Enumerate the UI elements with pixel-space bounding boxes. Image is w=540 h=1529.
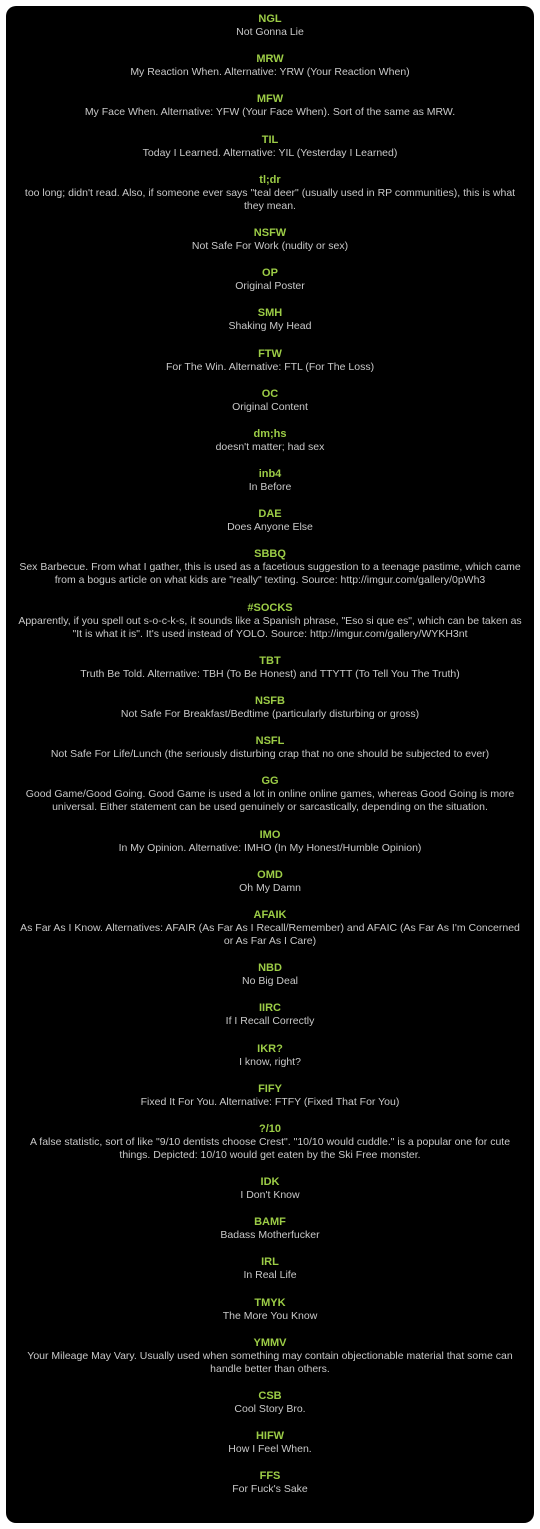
entry-term: YMMV <box>253 1336 287 1349</box>
entry-definition: My Reaction When. Alternative: YRW (Your Reaction When) <box>130 66 410 79</box>
glossary-entry <box>6 962 534 988</box>
glossary-entry <box>6 307 534 333</box>
entry-term: IDK <box>260 1176 280 1189</box>
entry-definition: Original Poster <box>235 280 305 293</box>
entry-definition: Not Safe For Work (nudity or sex) <box>191 239 349 252</box>
entry-definition: Original Content <box>232 400 308 413</box>
entry-definition: The More You Know <box>222 1309 318 1322</box>
entry-term: FIFY <box>258 1082 282 1095</box>
glossary-entry <box>6 508 534 534</box>
entry-definition: Not Safe For Life/Lunch (the seriously disturbing crap that no one should be subjected to ever) <box>50 748 490 761</box>
entry-term: OC <box>261 387 279 400</box>
glossary-entry <box>6 1083 534 1109</box>
entry-term: BAMF <box>254 1216 286 1229</box>
glossary-entry <box>6 468 534 494</box>
glossary-entry <box>6 1216 534 1242</box>
glossary-entry <box>6 1043 534 1069</box>
glossary-entry <box>6 1123 534 1162</box>
glossary-entry <box>6 1337 534 1376</box>
entry-definition: Oh My Damn <box>239 881 301 894</box>
glossary-entry <box>6 1390 534 1416</box>
entry-term: NBD <box>258 962 282 975</box>
entry-term: tl;dr <box>259 173 281 186</box>
entry-term: DAE <box>258 508 282 521</box>
entry-definition: Apparently, if you spell out s-o-c-k-s, it sounds like a Spanish phrase, "Eso si que es", which can be taken as "It is what it is". It's used instead of YOLO. Source: http://imgur.com/gallery/WYKH3nt <box>18 614 522 640</box>
entry-list <box>6 13 534 1496</box>
entry-definition: In Real Life <box>243 1269 297 1282</box>
entry-definition: Your Mileage May Vary. Usually used when something may contain objectionable material that some can handle better than others. <box>27 1349 513 1375</box>
entry-definition: Fixed It For You. Alternative: FTFY (Fixed That For You) <box>140 1095 400 1108</box>
glossary-entry <box>6 174 534 213</box>
glossary-entry <box>6 13 534 39</box>
entry-term: IIRC <box>259 1002 281 1015</box>
entry-definition: If I Recall Correctly <box>225 1015 315 1028</box>
entry-term: MFW <box>256 93 284 106</box>
entry-term: IMO <box>259 828 281 841</box>
entry-definition: Not Safe For Breakfast/Bedtime (particularly disturbing or gross) <box>120 708 420 720</box>
entry-definition: Not Gonna Lie <box>236 26 304 38</box>
entry-definition: I know, right? <box>239 1055 301 1068</box>
glossary-entry <box>6 775 534 814</box>
entry-term: ?/10 <box>258 1122 281 1135</box>
glossary-entry <box>6 909 534 948</box>
entry-definition: As Far As I Know. Alternatives: AFAIR (As Far As I Recall/Remember) and AFAIC (As Far As I'm Concerned or As Far As I Care) <box>20 921 520 947</box>
entry-definition: For Fuck's Sake <box>232 1483 308 1496</box>
entry-term: GG <box>261 775 279 788</box>
glossary-entry <box>6 1470 534 1496</box>
entry-definition: In Before <box>248 481 292 494</box>
entry-term: FFS <box>259 1470 281 1483</box>
glossary-entry <box>6 1297 534 1323</box>
glossary-entry <box>6 735 534 761</box>
entry-term: OMD <box>257 868 283 881</box>
glossary-entry <box>6 1176 534 1202</box>
glossary-entry <box>6 93 534 119</box>
entry-definition: Truth Be Told. Alternative: TBH (To Be Honest) and TTYTT (To Tell You The Truth) <box>80 667 460 680</box>
entry-term: FTW <box>258 347 282 360</box>
glossary-entry <box>6 655 534 681</box>
glossary-entry <box>6 1256 534 1282</box>
glossary-entry <box>6 1002 534 1028</box>
entry-term: CSB <box>258 1390 282 1402</box>
entry-term: HIFW <box>255 1430 285 1443</box>
entry-term: NSFB <box>255 695 285 707</box>
entry-definition: doesn't matter; had sex <box>215 440 325 453</box>
entry-term: SBBQ <box>254 548 286 561</box>
glossary-entry <box>6 869 534 895</box>
entry-definition: Good Game/Good Going. Good Game is used a lot in online online games, whereas Good Going is more universal. Either statement can be used genuinely or sarcastically, depending on the situation. <box>25 788 515 814</box>
entry-definition: too long; didn't read. Also, if someone ever says "teal deer" (usually used in RP communities), this is what they mean. <box>24 186 516 212</box>
entry-term: SMH <box>257 307 283 320</box>
entry-definition: Badass Motherfucker <box>220 1229 320 1242</box>
entry-term: IRL <box>261 1256 279 1269</box>
glossary-entry <box>6 348 534 374</box>
entry-definition: I Don't Know <box>240 1189 300 1202</box>
entry-definition: Does Anyone Else <box>227 521 313 534</box>
glossary-entry <box>6 695 534 721</box>
entry-definition: For The Win. Alternative: FTL (For The Loss) <box>165 360 375 373</box>
entry-term: IKR? <box>257 1042 283 1055</box>
entry-term: TBT <box>259 654 281 667</box>
glossary-entry <box>6 134 534 160</box>
entry-term: TMYK <box>254 1296 286 1309</box>
entry-term: TIL <box>261 133 279 146</box>
entry-definition: Today I Learned. Alternative: YIL (Yesterday I Learned) <box>142 146 398 159</box>
entry-definition: Shaking My Head <box>228 320 312 333</box>
entry-definition: Cool Story Bro. <box>234 1403 306 1415</box>
entry-definition: How I Feel When. <box>228 1443 312 1456</box>
entry-term: dm;hs <box>253 427 287 440</box>
entry-definition: A false statistic, sort of like "9/10 dentists choose Crest". "10/10 would cuddle." is a popular one for cute things. Depicted: 10/10 would get eaten by the Ski Free monster. <box>29 1135 511 1161</box>
entry-definition: No Big Deal <box>241 975 299 988</box>
glossary-entry <box>6 548 534 587</box>
glossary-entry <box>6 428 534 454</box>
glossary-entry <box>6 1430 534 1456</box>
entry-term: NSFW <box>253 226 287 239</box>
glossary-entry <box>6 53 534 79</box>
glossary-entry <box>6 829 534 855</box>
entry-term: AFAIK <box>253 908 287 921</box>
glossary-entry <box>6 267 534 293</box>
glossary-panel <box>6 6 534 1523</box>
entry-definition: My Face When. Alternative: YFW (Your Face When). Sort of the same as MRW. <box>84 106 456 119</box>
entry-term: MRW <box>256 53 284 66</box>
entry-term: #SOCKS <box>247 601 293 614</box>
glossary-entry <box>6 388 534 414</box>
entry-term: inb4 <box>258 468 282 481</box>
entry-definition: In My Opinion. Alternative: IMHO (In My Honest/Humble Opinion) <box>118 841 422 854</box>
entry-definition: Sex Barbecue. From what I gather, this is used as a facetious suggestion to a teenage pastime, which came from a bogus article on what kids are "really" texting. Source: http://imgur.com/gallery/0pWh3 <box>19 561 521 587</box>
entry-term: NSFL <box>255 735 285 748</box>
glossary-entry <box>6 227 534 253</box>
entry-term: NGL <box>258 13 282 25</box>
glossary-entry <box>6 602 534 641</box>
entry-term: OP <box>262 267 278 280</box>
